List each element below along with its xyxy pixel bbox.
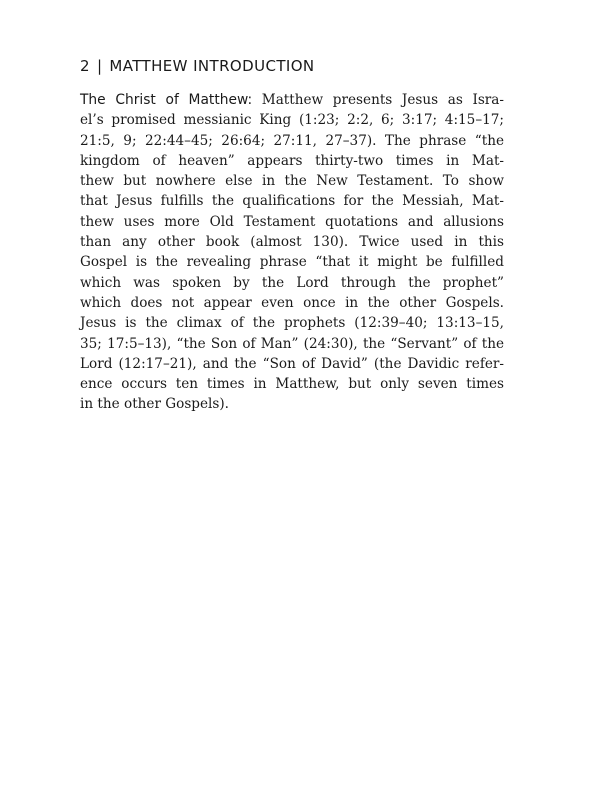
paragraph-line — [80, 90, 504, 110]
run-in-heading: The Christ of Matthew: — [80, 92, 253, 108]
paragraph-line: thew but nowhere else in the New Testament. To show — [80, 173, 504, 190]
paragraph-line: 35; 17:5–13), “the Son of Man” (24:30), the “Servant” of the — [80, 335, 504, 352]
paragraph-line: which does not appear even once in the other Gospels. — [80, 294, 504, 311]
paragraph-line: which was spoken by the Lord through the prophet” — [80, 274, 504, 291]
paragraph-line: than any other book (almost 130). Twice used in this — [80, 234, 504, 251]
page-number: 2 — [80, 57, 90, 75]
paragraph-line: ence occurs ten times in Matthew, but only seven times — [80, 376, 504, 393]
paragraph-line: thew uses more Old Testament quotations and allusions — [80, 213, 504, 230]
body-paragraph — [80, 90, 504, 415]
paragraph-line: kingdom of heaven” appears thirty-two times in Mat- — [80, 152, 504, 169]
paragraph-line: el’s promised messianic King (1:23; 2:2, 6; 3:17; 4:15–17; — [80, 112, 504, 129]
section-title: MATTHEW INTRODUCTION — [109, 57, 315, 75]
paragraph-line: 21:5, 9; 22:44–45; 26:64; 27:11, 27–37). The phrase “the — [80, 132, 504, 149]
paragraph-line: Gospel is the revealing phrase “that it might be fulfilled — [80, 254, 504, 271]
paragraph-line: in the other Gospels). — [80, 396, 229, 413]
line-text: Matthew presents Jesus as Isra- — [252, 92, 504, 108]
header-separator: | — [96, 57, 103, 75]
paragraph-line: Jesus is the climax of the prophets (12:39–40; 13:13–15, — [80, 315, 504, 332]
paragraph-line: that Jesus fulfills the qualifications for the Messiah, Mat- — [80, 193, 504, 210]
running-head — [80, 57, 315, 75]
paragraph-line: Lord (12:17–21), and the “Son of David” (the Davidic refer- — [80, 355, 504, 372]
